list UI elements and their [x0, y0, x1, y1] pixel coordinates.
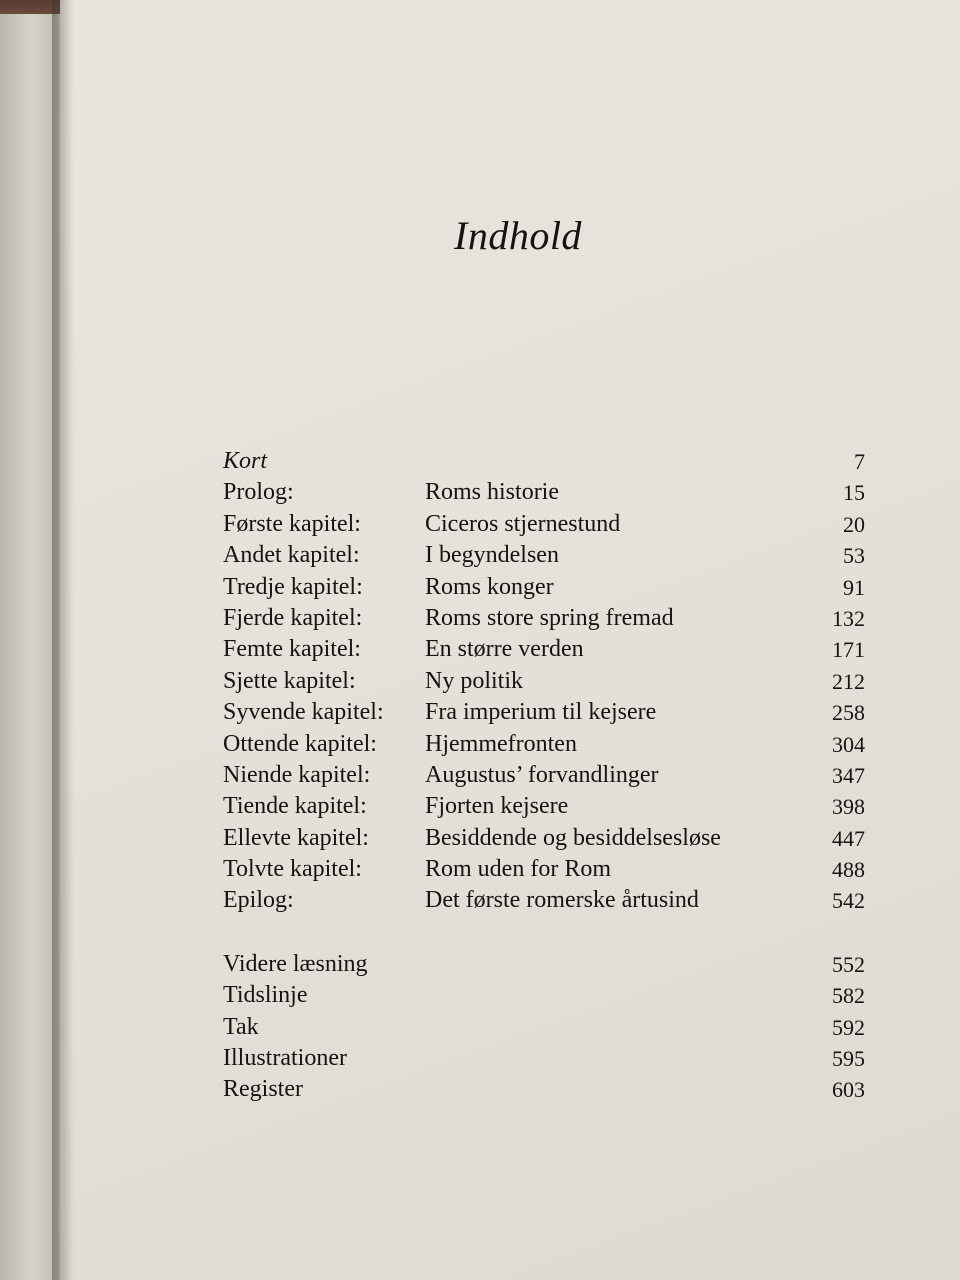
toc-entry-chapter-title: Det første romerske årtusind — [425, 887, 699, 914]
toc-back-matter-page-number: 603 — [832, 1077, 865, 1103]
toc-back-matter-entry — [223, 1074, 873, 1105]
toc-entry — [223, 446, 873, 477]
toc-entry-chapter-title: Hjemmefronten — [425, 730, 577, 757]
toc-back-matter-list — [223, 949, 873, 1106]
toc-entry-label: Ellevte kapitel: — [223, 824, 369, 851]
toc-entry-page-number: 542 — [832, 888, 865, 914]
table-of-contents — [223, 446, 873, 1106]
toc-entry — [223, 477, 873, 508]
toc-entry-page-number: 347 — [832, 762, 865, 788]
toc-entry-page-number: 91 — [843, 574, 865, 600]
toc-entry — [223, 760, 873, 791]
toc-entry-chapter-title: Roms historie — [425, 479, 560, 506]
toc-back-matter-page-number: 592 — [832, 1014, 865, 1040]
toc-entry-page-number: 304 — [832, 731, 865, 757]
toc-entry-chapter-title: I begyndelsen — [425, 542, 559, 569]
toc-entry-label: Niende kapitel: — [223, 761, 371, 788]
toc-entry-page-number: 398 — [832, 794, 865, 820]
toc-entry — [223, 540, 873, 571]
toc-entry — [223, 509, 873, 540]
toc-entry — [223, 697, 873, 728]
toc-entry — [223, 854, 873, 885]
toc-entry-chapter-title: Roms store spring fremad — [425, 604, 674, 631]
toc-back-matter-entry — [223, 1012, 873, 1043]
toc-entry — [223, 823, 873, 854]
toc-entry — [223, 885, 873, 916]
toc-entry-chapter-title: Besiddende og besiddelsesløse — [425, 824, 721, 851]
toc-back-matter-label: Videre læsning — [223, 950, 368, 977]
toc-entry-chapter-title: Fjorten kejsere — [425, 793, 569, 820]
toc-back-matter-entry — [223, 980, 873, 1011]
gutter-shadow — [52, 0, 74, 1280]
book-page — [60, 0, 960, 1280]
toc-entry — [223, 791, 873, 822]
toc-entry-page-number: 447 — [832, 825, 865, 851]
toc-entry-page-number: 132 — [832, 605, 865, 631]
toc-entry-label: Tolvte kapitel: — [223, 856, 362, 883]
toc-entry-label: Tredje kapitel: — [223, 573, 363, 600]
toc-back-matter-page-number: 582 — [832, 983, 865, 1009]
toc-back-matter-label: Illustrationer — [223, 1045, 347, 1072]
toc-entry-label: Fjerde kapitel: — [223, 604, 363, 631]
toc-back-matter-page-number: 595 — [832, 1046, 865, 1072]
toc-entry-chapter-title: Ny politik — [425, 667, 524, 694]
toc-back-matter-entry — [223, 1043, 873, 1074]
toc-entry-label: Tiende kapitel: — [223, 793, 367, 820]
toc-entry-chapter-title: Fra imperium til kejsere — [425, 699, 657, 726]
toc-entry-label: Andet kapitel: — [223, 542, 360, 569]
toc-entry-page-number: 488 — [832, 857, 865, 883]
toc-entry-label: Prolog: — [223, 479, 294, 506]
toc-entry-label: Femte kapitel: — [223, 636, 361, 663]
toc-entry-chapter-title: Rom uden for Rom — [425, 856, 611, 883]
toc-back-matter-label: Register — [223, 1076, 303, 1103]
toc-entry-label: Sjette kapitel: — [223, 667, 356, 694]
facing-page-edge — [0, 0, 58, 1280]
toc-entry-page-number: 7 — [854, 449, 865, 474]
toc-entry-chapter-title: Roms konger — [425, 573, 554, 600]
toc-entry-page-number: 15 — [843, 480, 865, 506]
toc-entry — [223, 666, 873, 697]
toc-back-matter-label: Tak — [223, 1013, 259, 1040]
page-title: Indhold — [454, 213, 582, 258]
toc-entry — [223, 572, 873, 603]
toc-back-matter-page-number: 552 — [832, 951, 865, 977]
toc-entry-page-number: 20 — [843, 511, 865, 537]
toc-back-matter-entry — [223, 949, 873, 980]
toc-entry — [223, 634, 873, 665]
toc-entry-chapter-title: Augustus’ forvandlinger — [425, 761, 659, 788]
toc-entry — [223, 603, 873, 634]
toc-entry-label: Syvende kapitel: — [223, 699, 384, 726]
toc-back-matter-label: Tidslinje — [223, 982, 308, 1009]
toc-entry-chapter-title: Ciceros stjernestund — [425, 510, 621, 537]
toc-entry — [223, 729, 873, 760]
toc-entry-label: Epilog: — [223, 887, 294, 914]
toc-entry-label: Kort — [223, 448, 268, 474]
toc-entry-page-number: 53 — [843, 543, 865, 569]
toc-entry-chapter-title: En større verden — [425, 636, 584, 663]
toc-divider-space — [223, 917, 873, 949]
toc-entry-page-number: 171 — [832, 637, 865, 663]
toc-entry-label: Første kapitel: — [223, 510, 361, 537]
toc-entry-page-number: 212 — [832, 668, 865, 694]
toc-chapter-list — [223, 446, 873, 917]
toc-entry-label: Ottende kapitel: — [223, 730, 377, 757]
toc-entry-page-number: 258 — [832, 700, 865, 726]
